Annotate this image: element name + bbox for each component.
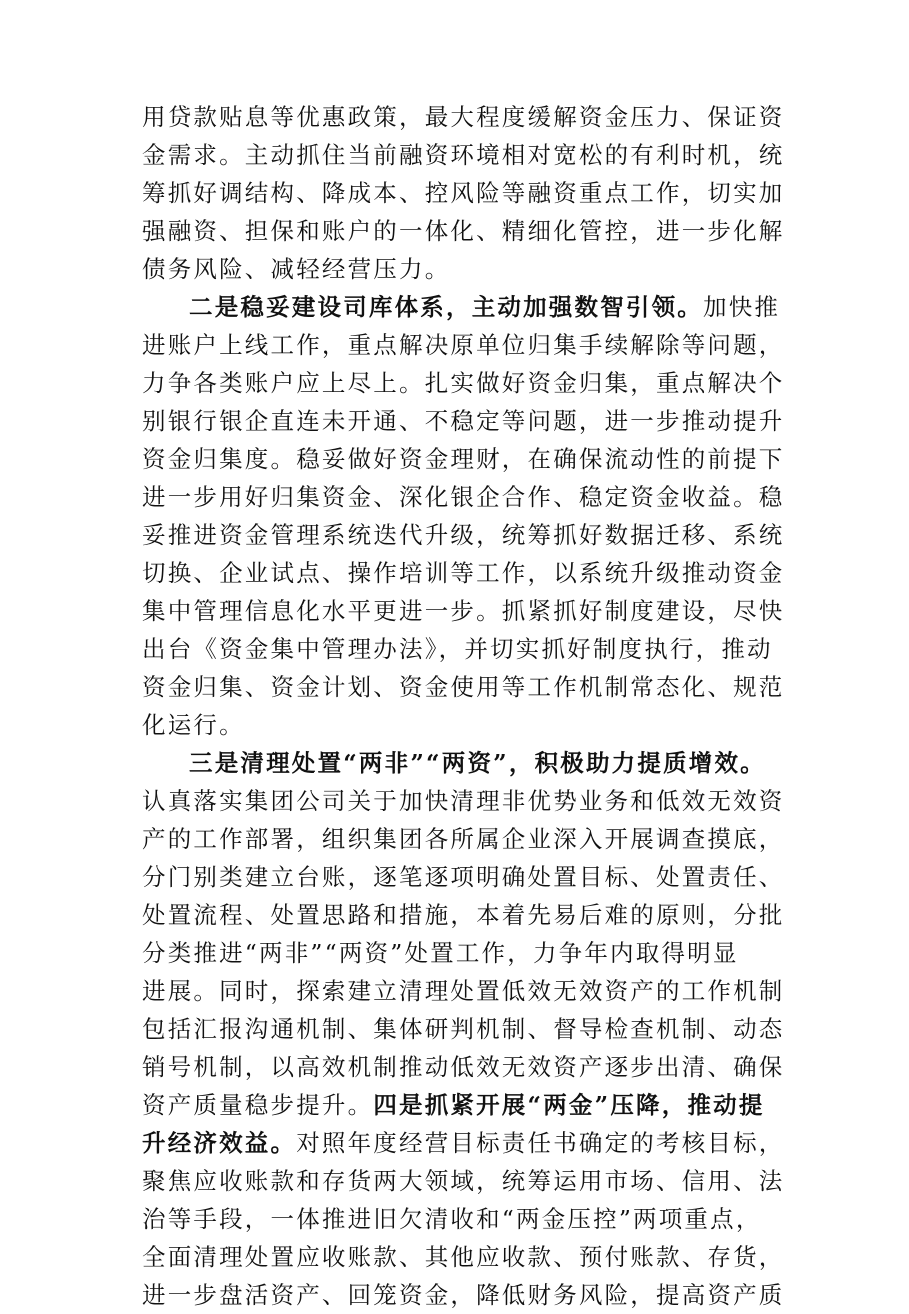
text-line xyxy=(142,1086,782,1124)
text-line xyxy=(142,554,785,592)
bold-heading-text: 升经济效益。 xyxy=(142,1129,297,1157)
body-text-segment: 包括汇报沟通机制、集体研判机制、督导检查机制、动态 xyxy=(142,1015,785,1043)
text-line xyxy=(142,782,785,820)
body-text-segment: 治等手段，一体推进旧欠清收和“两金压控”两项重点， xyxy=(142,1205,762,1233)
body-text-segment: 筹抓好调结构、降成本、控风险等融资重点工作，切实加 xyxy=(142,179,785,207)
body-text-segment: 分类推进“两非”“两资”处置工作，力争年内取得明显 xyxy=(142,939,739,967)
text-line xyxy=(142,516,785,554)
text-line xyxy=(142,1010,785,1048)
body-text-segment: 妥推进资金管理系统迭代升级，统筹抓好数据迁移、系统 xyxy=(142,521,785,549)
body-text-segment: 销号机制，以高效机制推动低效无效资产逐步出清、确保 xyxy=(142,1053,785,1081)
text-line xyxy=(142,174,785,212)
body-text-segment: 资产质量稳步提升。 xyxy=(142,1091,374,1119)
body-text-segment: 资金归集度。稳妥做好资金理财，在确保流动性的前提下 xyxy=(142,445,785,473)
bold-heading-text: 二是稳妥建设司库体系，主动加强数智引领。 xyxy=(189,293,703,321)
bold-heading-text: 三是清理处置“两非”“两资”，积极助力提质增效。 xyxy=(189,749,766,777)
body-text-segment: 用贷款贴息等优惠政策，最大程度缓解资金压力、保证资 xyxy=(142,103,785,131)
body-text-segment: 力争各类账户应上尽上。扎实做好资金归集，重点解决个 xyxy=(142,369,785,397)
text-line xyxy=(142,250,782,288)
text-line xyxy=(142,136,785,174)
text-line xyxy=(142,1238,785,1276)
body-text-segment: 出台《资金集中管理办法》，并切实抓好制度执行，推动 xyxy=(142,635,773,663)
text-line xyxy=(142,1048,785,1086)
text-line xyxy=(142,1124,785,1162)
text-line xyxy=(142,212,785,250)
text-line xyxy=(142,402,785,440)
body-text-segment: 别银行银企直连未开通、不稳定等问题，进一步推动提升 xyxy=(142,407,785,435)
body-text-segment: 债务风险、减轻经营压力。 xyxy=(142,255,451,283)
body-text-segment: 集中管理信息化水平更进一步。抓紧抓好制度建设，尽快 xyxy=(142,597,785,625)
text-line xyxy=(142,98,785,136)
body-text-segment: 金需求。主动抓住当前融资环境相对宽松的有利时机，统 xyxy=(142,141,785,169)
bold-heading-text: 四是抓紧开展“两金”压降，推动提 xyxy=(373,1091,765,1119)
body-text xyxy=(142,98,785,1314)
text-line xyxy=(142,1162,785,1200)
text-line xyxy=(142,858,785,896)
text-line xyxy=(142,1276,785,1314)
body-text-segment: 加快推 xyxy=(703,293,781,321)
body-text-segment: 对照年度经营目标责任书确定的考核目标， xyxy=(296,1129,785,1157)
text-line xyxy=(142,478,785,516)
text-line xyxy=(142,972,785,1010)
text-line xyxy=(142,744,782,782)
body-text-segment: 进展。同时，探索建立清理处置低效无效资产的工作机制 xyxy=(142,977,785,1005)
text-line xyxy=(142,896,785,934)
body-text-segment: 资金归集、资金计划、资金使用等工作机制常态化、规范 xyxy=(142,673,785,701)
body-text-segment: 进一步用好归集资金、深化银企合作、稳定资金收益。稳 xyxy=(142,483,785,511)
body-text-segment: 进账户上线工作，重点解决原单位归集手续解除等问题， xyxy=(142,331,785,359)
text-line xyxy=(142,820,785,858)
text-line xyxy=(142,326,785,364)
body-text-segment: 强融资、担保和账户的一体化、精细化管控，进一步化解 xyxy=(142,217,785,245)
body-text-segment: 分门别类建立台账，逐笔逐项明确处置目标、处置责任、 xyxy=(142,863,785,891)
body-text-segment: 全面清理处置应收账款、其他应收款、预付账款、存货， xyxy=(142,1243,785,1271)
text-line xyxy=(142,706,782,744)
text-line xyxy=(142,630,782,668)
text-line xyxy=(142,668,785,706)
text-line xyxy=(142,440,785,478)
text-line xyxy=(142,592,785,630)
text-line xyxy=(142,288,782,326)
body-text-segment: 化运行。 xyxy=(142,711,245,739)
body-text-segment: 切换、企业试点、操作培训等工作，以系统升级推动资金 xyxy=(142,559,785,587)
body-text-segment: 产的工作部署，组织集团各所属企业深入开展调查摸底， xyxy=(142,825,785,853)
body-text-segment: 处置流程、处置思路和措施，本着先易后难的原则，分批 xyxy=(142,901,785,929)
text-line xyxy=(142,1200,782,1238)
text-line xyxy=(142,934,782,972)
text-line xyxy=(142,364,785,402)
body-text-segment: 聚焦应收账款和存货两大领域，统筹运用市场、信用、法 xyxy=(142,1167,785,1195)
body-text-segment: 认真落实集团公司关于加快清理非优势业务和低效无效资 xyxy=(142,787,785,815)
body-text-segment: 进一步盘活资产、回笼资金，降低财务风险，提高资产质 xyxy=(142,1281,785,1309)
